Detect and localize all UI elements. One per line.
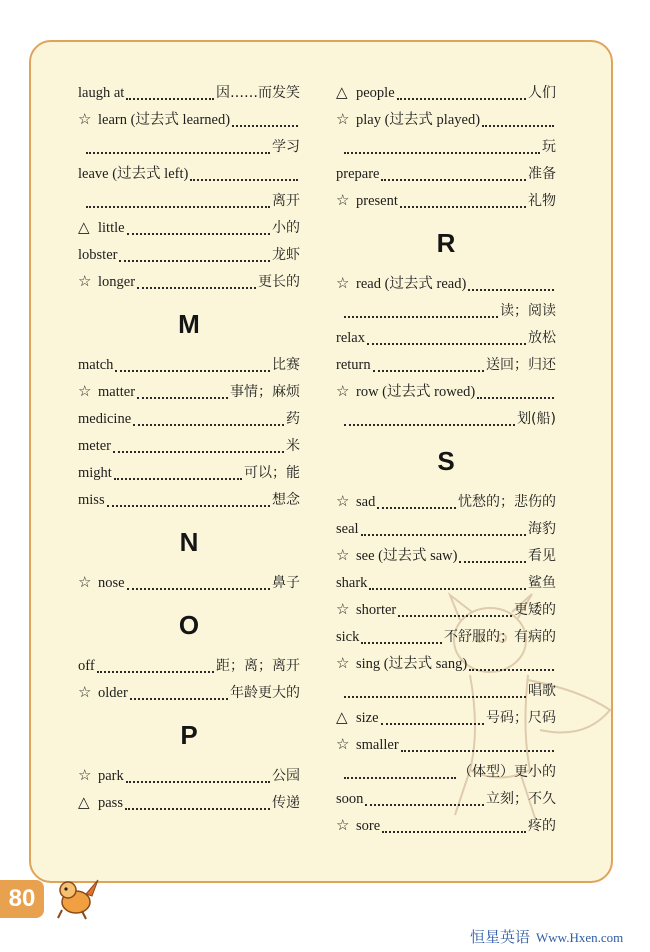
glossary-entry-continuation [78,188,300,215]
entry-meaning: 距；离；离开 [216,658,300,674]
entry-word: longer [98,274,136,290]
leader-dots [344,424,515,426]
site-url[interactable]: Www.Hxen.com [536,930,624,945]
entry-word: little [98,220,125,236]
leader-dots [127,588,270,590]
glossary-entry [78,460,300,487]
entry-meaning: 龙虾 [272,247,300,263]
entry-word: off [78,658,95,674]
star-icon: ☆ [336,548,350,564]
star-icon: ☆ [336,193,350,209]
leader-dots [397,98,526,100]
entry-word: relax [336,330,365,346]
leader-dots [114,478,242,480]
leader-dots [126,98,214,100]
entry-meaning: 忧愁的；悲伤的 [458,494,556,510]
entry-word: play (过去式 played) [356,112,481,128]
glossary-entry [336,271,556,298]
entry-meaning: 年龄更大的 [230,685,300,701]
leader-dots [459,561,526,563]
entry-meaning: 号码；尺码 [486,710,556,726]
section-letter-m: M [178,309,200,339]
entry-meaning: 海豹 [528,521,556,537]
entry-meaning: 传递 [272,795,300,811]
entry-meaning: 米 [286,438,300,454]
entry-meaning: 小的 [272,220,300,236]
glossary-entry-continuation [336,678,556,705]
glossary-entry [78,107,300,134]
leader-dots [126,781,270,783]
entry-meaning: 划(船) [517,411,556,427]
star-icon: ☆ [336,276,350,292]
entry-word: people [356,85,395,101]
leader-dots [107,505,270,507]
glossary-entry [336,161,556,188]
leader-dots [137,397,228,399]
section-letter-s: S [437,446,455,476]
entry-word: read (过去式 read) [356,276,467,292]
entry-meaning: 鼻子 [272,575,300,591]
leader-dots [381,179,526,181]
entry-word: soon [336,791,364,807]
entry-meaning: 想念 [272,492,300,508]
glossary-entry-continuation [336,406,556,433]
entry-meaning: 比赛 [272,357,300,373]
glossary-entry [336,570,556,597]
glossary-entry [78,379,300,406]
star-icon: ☆ [78,685,92,701]
entry-word: present [356,193,398,209]
entry-word: see (过去式 saw) [356,548,458,564]
glossary-entry [78,242,300,269]
leader-dots [344,777,456,779]
entry-meaning: 更长的 [258,274,300,290]
mascot-icon [52,874,102,920]
entry-meaning: 人们 [528,85,556,101]
entry-word: leave (过去式 left) [78,166,189,182]
glossary-entry [336,325,556,352]
entry-meaning: 可以；能 [244,465,300,481]
glossary-entry-continuation [336,298,556,325]
entry-word: meter [78,438,112,454]
star-icon: ☆ [336,112,350,128]
entry-word: size [356,710,379,726]
glossary-entry [78,406,300,433]
entry-word: shorter [356,602,397,618]
footer-brand [470,926,623,947]
left-glossary-column [78,80,300,817]
page-number: 80 [0,880,44,918]
entry-meaning: 不舒服的；有病的 [444,629,556,645]
entry-word: medicine [78,411,132,427]
glossary-entry [78,352,300,379]
entry-word: pass [98,795,123,811]
glossary-entry [78,763,300,790]
leader-dots [482,125,554,127]
star-icon: ☆ [78,768,92,784]
glossary-entry-continuation [336,134,556,161]
leader-dots [344,152,540,154]
leader-dots [115,370,270,372]
entry-word: prepare [336,166,380,182]
leader-dots [130,698,228,700]
entry-meaning: 立刻；不久 [486,791,556,807]
entry-word: miss [78,492,105,508]
entry-word: sore [356,818,381,834]
entry-meaning: 唱歌 [528,683,556,699]
leader-dots [365,804,484,806]
glossary-entry [336,705,556,732]
entry-word: laugh at [78,85,125,101]
glossary-entry [336,651,556,678]
leader-dots [119,260,270,262]
entry-word: lobster [78,247,118,263]
leader-dots [382,831,526,833]
leader-dots [97,671,214,673]
leader-dots [398,615,512,617]
entry-word: return [336,357,371,373]
glossary-entry [78,570,300,597]
entry-meaning: 准备 [528,166,556,182]
glossary-entry [78,80,300,107]
leader-dots [113,451,284,453]
leader-dots [477,397,554,399]
leader-dots [232,125,298,127]
glossary-entry [78,487,300,514]
leader-dots [125,808,270,810]
entry-meaning: 学习 [272,139,300,155]
entry-word: nose [98,575,125,591]
entry-meaning: 玩 [542,139,556,155]
glossary-entry [336,597,556,624]
entry-meaning: 更矮的 [514,602,556,618]
entry-word: row (过去式 rowed) [356,384,476,400]
leader-dots [401,750,554,752]
leader-dots [469,669,554,671]
star-icon: ☆ [78,384,92,400]
section-letter-r: R [436,228,456,258]
glossary-entry [78,215,300,242]
leader-dots [468,289,554,291]
triangle-icon: △ [336,85,348,101]
entry-word: shark [336,575,368,591]
glossary-entry [336,379,556,406]
section-letter-o: O [178,610,200,640]
star-icon: ☆ [78,274,92,290]
glossary-entry [336,107,556,134]
entry-word: match [78,357,114,373]
glossary-entry [78,161,300,188]
entry-meaning: 药 [286,411,300,427]
leader-dots [137,287,256,289]
glossary-entry [78,680,300,707]
entry-word: might [78,465,112,481]
glossary-entry [336,489,556,516]
glossary-entry [336,516,556,543]
star-icon: ☆ [336,384,350,400]
leader-dots [381,723,484,725]
glossary-entry [78,269,300,296]
glossary-entry [336,813,556,840]
leader-dots [344,696,526,698]
entry-meaning: 礼物 [528,193,556,209]
entry-meaning: 事情；麻烦 [230,384,300,400]
entry-word: older [98,685,128,701]
entry-meaning: 离开 [272,193,300,209]
glossary-entry [336,188,556,215]
triangle-icon: △ [78,220,90,236]
glossary-entry [336,786,556,813]
brand-name: 恒星英语 [470,928,531,946]
entry-word: smaller [356,737,399,753]
star-icon: ☆ [336,737,350,753]
leader-dots [377,507,456,509]
leader-dots [190,179,298,181]
entry-word: matter [98,384,136,400]
star-icon: ☆ [78,575,92,591]
entry-word: seal [336,521,359,537]
star-icon: ☆ [78,112,92,128]
entry-meaning: 放松 [528,330,556,346]
glossary-entry-continuation [78,134,300,161]
leader-dots [86,206,270,208]
leader-dots [86,152,270,154]
glossary-entry [78,653,300,680]
entry-meaning: 看见 [528,548,556,564]
star-icon: ☆ [336,656,350,672]
star-icon: ☆ [336,818,350,834]
right-glossary-column [336,80,556,840]
entry-meaning: 因……而发笑 [216,85,300,101]
entry-word: sick [336,629,360,645]
leader-dots [344,316,498,318]
leader-dots [369,588,526,590]
glossary-entry [336,352,556,379]
leader-dots [361,642,442,644]
glossary-entry [336,624,556,651]
entry-word: sing (过去式 sang) [356,656,468,672]
glossary-entry [336,80,556,107]
leader-dots [127,233,270,235]
entry-word: sad [356,494,376,510]
entry-meaning: 公园 [272,768,300,784]
section-letter-n: N [179,527,199,557]
entry-meaning: 送回；归还 [486,357,556,373]
entry-word: park [98,768,124,784]
leader-dots [373,370,484,372]
star-icon: ☆ [336,494,350,510]
leader-dots [367,343,526,345]
leader-dots [361,534,526,536]
entry-meaning: 鲨鱼 [528,575,556,591]
glossary-entry [78,790,300,817]
star-icon: ☆ [336,602,350,618]
section-letter-p: P [180,720,198,750]
leader-dots [400,206,526,208]
glossary-entry-continuation [336,759,556,786]
triangle-icon: △ [336,710,348,726]
entry-meaning: （体型）更小的 [458,764,556,780]
entry-meaning: 疼的 [528,818,556,834]
leader-dots [133,424,284,426]
glossary-entry [78,433,300,460]
entry-meaning: 读；阅读 [500,303,556,319]
triangle-icon: △ [78,795,90,811]
glossary-entry [336,732,556,759]
entry-word: learn (过去式 learned) [98,112,231,128]
glossary-entry [336,543,556,570]
